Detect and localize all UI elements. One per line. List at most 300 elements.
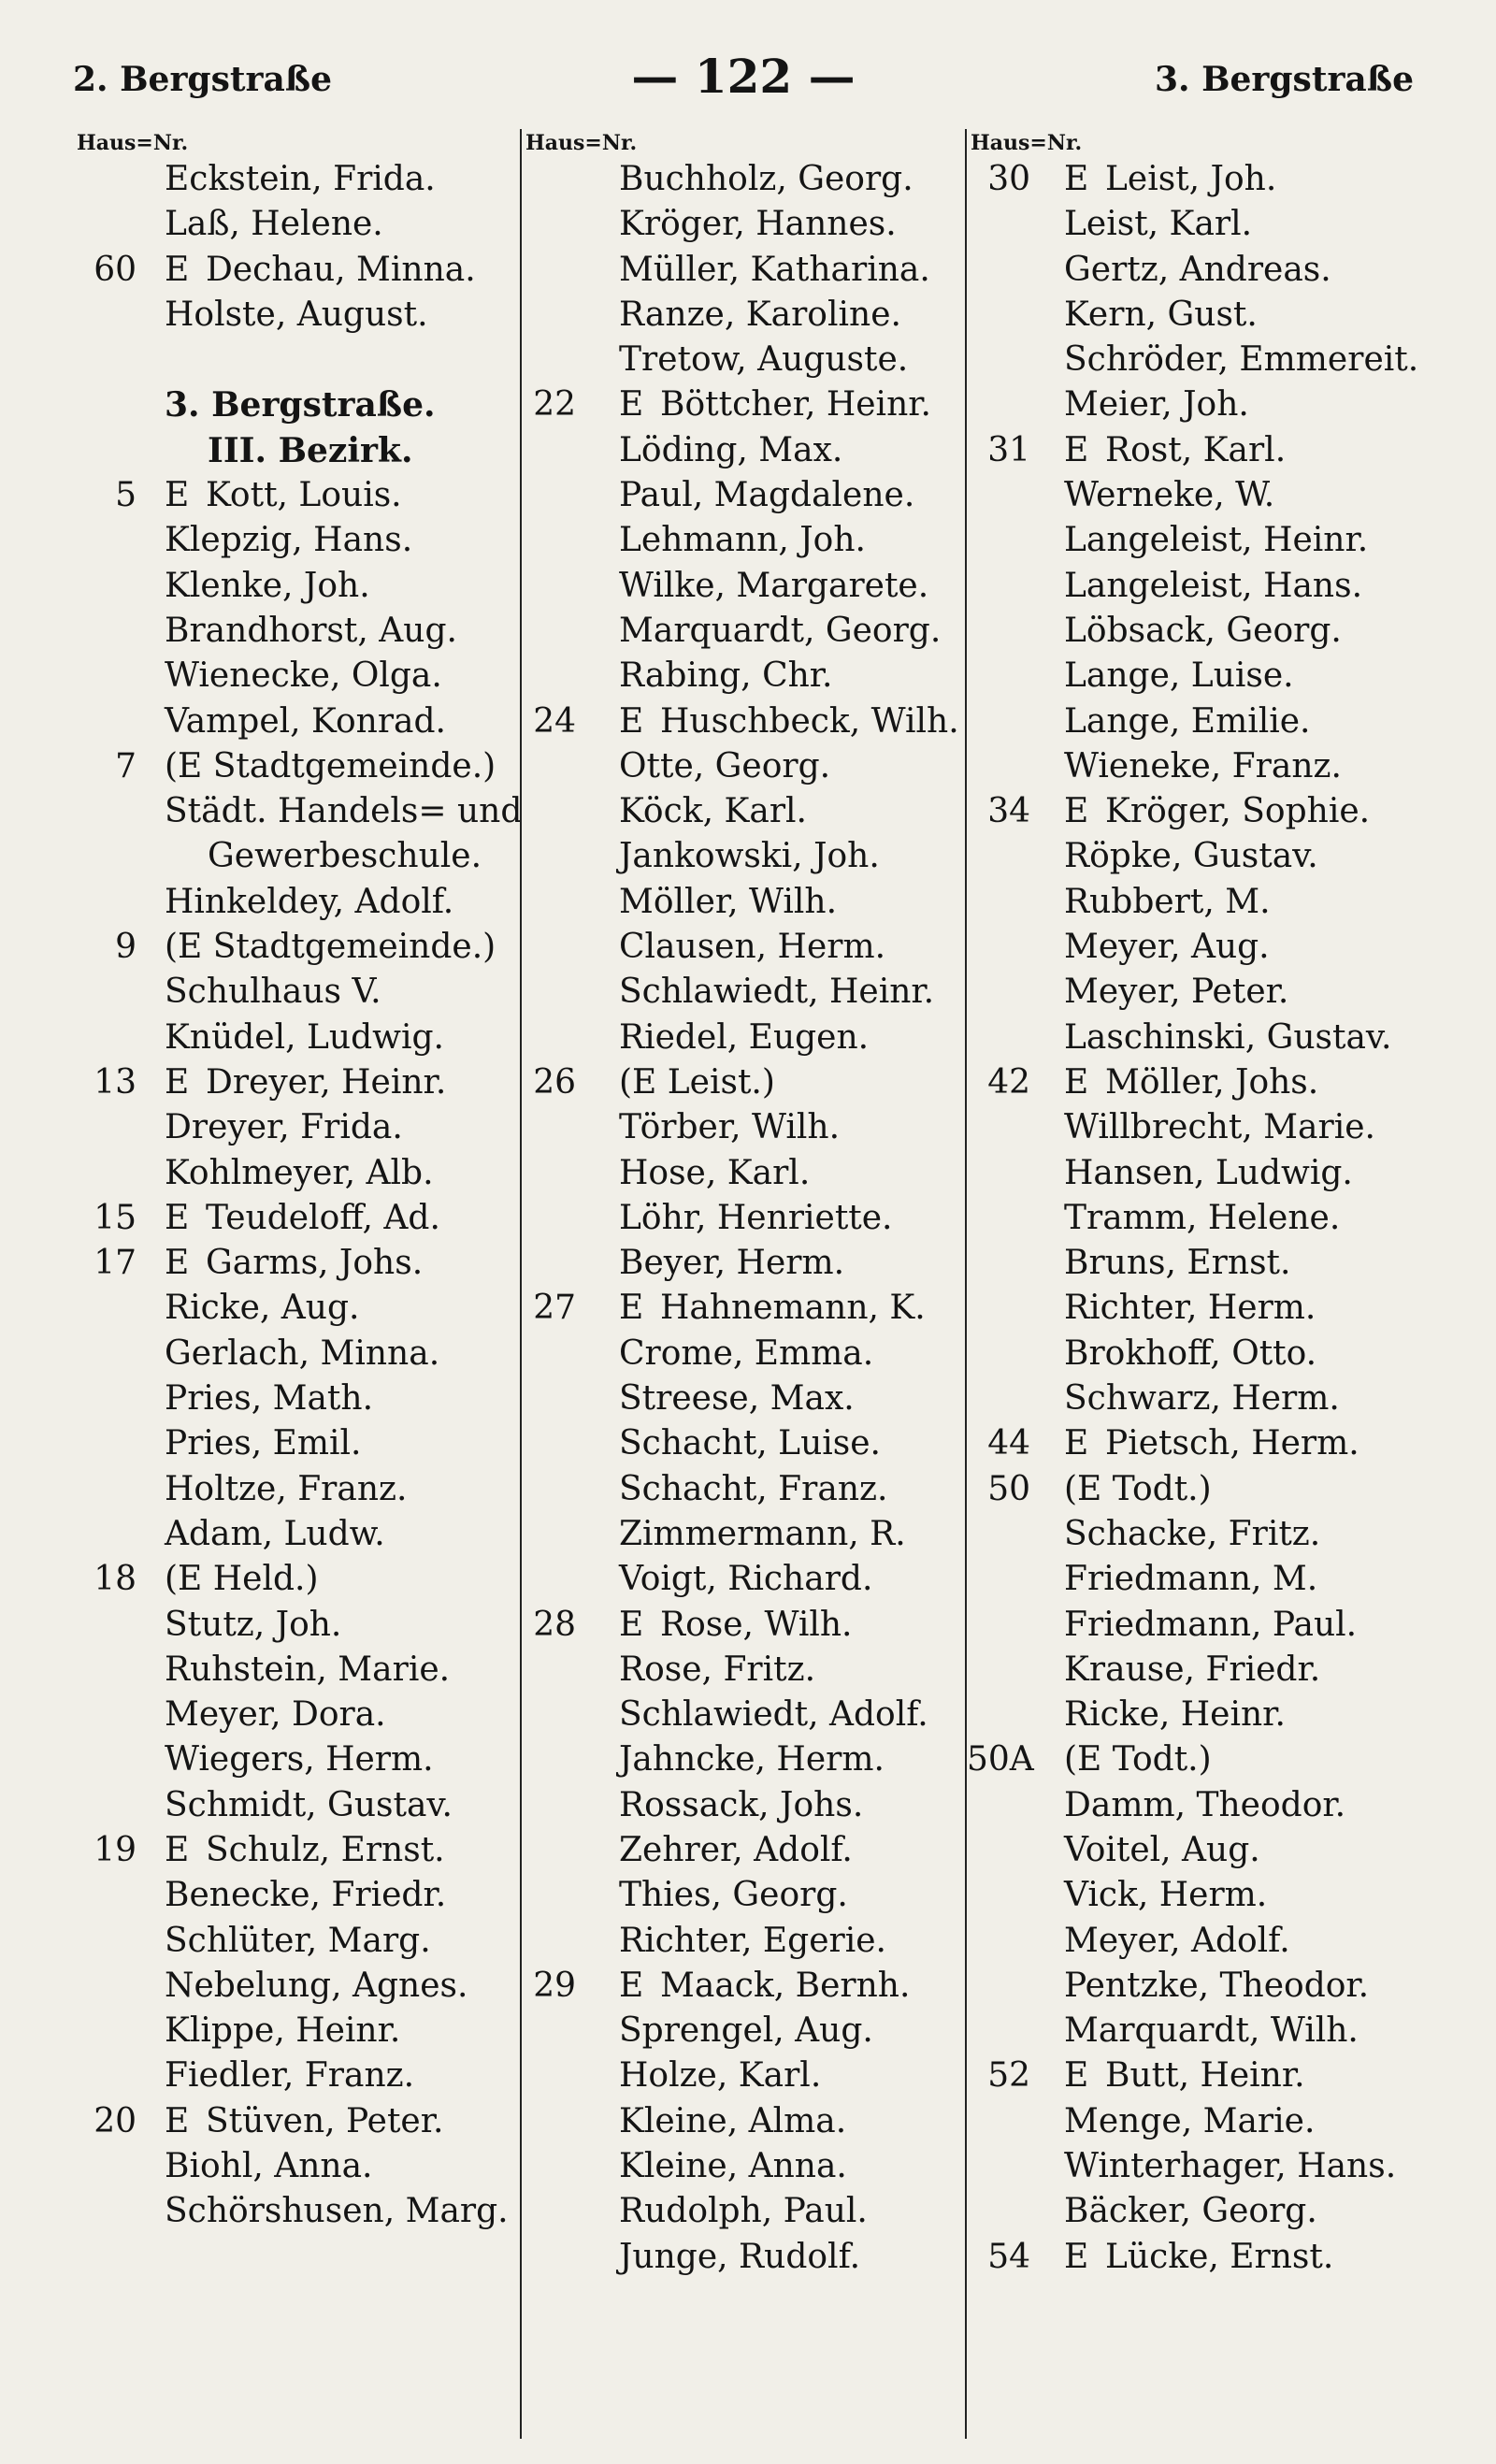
owner-marker: E (1064, 1062, 1089, 1102)
resident-name: Eckstein, Frida. (165, 160, 436, 198)
owner-marker: E (1064, 1424, 1089, 1463)
list-item (967, 970, 1434, 1015)
list-item (967, 1105, 1434, 1150)
resident-name: (E Held.) (165, 1560, 319, 1599)
house-number: 54 (987, 2237, 1030, 2276)
resident-name: Zehrer, Adolf. (619, 1830, 853, 1869)
list-item (522, 1151, 963, 1196)
resident-name: Vick, Herm. (1064, 1876, 1268, 1915)
list-item (73, 1919, 512, 1964)
list-item (967, 1603, 1434, 1648)
list-item (522, 1783, 963, 1828)
list-item (73, 789, 523, 834)
list-item (522, 970, 963, 1015)
house-number: 15 (94, 1198, 137, 1237)
list-item (73, 1737, 512, 1782)
resident-name: Langeleist, Heinr. (1064, 521, 1369, 560)
resident-name: Zimmermann, R. (619, 1514, 906, 1553)
house-number-label: Haus=Nr. (525, 131, 638, 155)
house-number: 27 (533, 1289, 576, 1328)
resident-name: Hose, Karl. (619, 1153, 811, 1192)
resident-name: Schulz, Ernst. (206, 1830, 445, 1869)
house-number: 7 (115, 746, 137, 785)
resident-name: Löbsack, Georg. (1064, 611, 1342, 650)
list-item (967, 609, 1434, 654)
resident-name: Paul, Magdalene. (619, 476, 915, 515)
list-item (522, 1016, 963, 1060)
list-item (522, 744, 963, 789)
list-item (967, 2009, 1434, 2053)
resident-name: (E Stadtgemeinde.) (165, 746, 496, 785)
list-item (967, 1286, 1434, 1331)
owner-marker: E (165, 1198, 190, 1237)
resident-name: Voitel, Aug. (1064, 1830, 1260, 1869)
list-item (967, 744, 1434, 789)
resident-name: Dreyer, Frida. (165, 1108, 403, 1147)
resident-name: Butt, Heinr. (1105, 2056, 1305, 2096)
resident-name: Knüdel, Ludwig. (165, 1017, 444, 1057)
house-number: 50 (987, 1469, 1030, 1508)
list-item (73, 1512, 512, 1557)
owner-marker: E (165, 2101, 190, 2140)
list-item (522, 1964, 963, 2009)
resident-name: Teudeloff, Ad. (206, 1198, 440, 1237)
list-item (522, 1693, 963, 1737)
house-number: 19 (94, 1830, 137, 1869)
resident-name: Klepzig, Hans. (165, 521, 413, 560)
entry-list (522, 157, 963, 2280)
resident-name: Kleine, Alma. (619, 2101, 847, 2140)
list-item (73, 248, 512, 293)
owner-marker: E (1064, 160, 1089, 198)
resident-name: Müller, Katharina. (619, 250, 930, 289)
resident-name: Rose, Fritz. (619, 1650, 816, 1689)
list-item (73, 1105, 512, 1150)
list-item (522, 428, 963, 473)
house-number: 28 (533, 1605, 576, 1644)
list-item (73, 1241, 512, 1286)
resident-name: Gewerbeschule. (208, 837, 482, 876)
resident-name: Tretow, Auguste. (619, 340, 909, 380)
list-item (73, 2189, 512, 2234)
owner-marker: E (165, 1830, 190, 1869)
list-item (73, 609, 512, 654)
resident-name: Dechau, Minna. (206, 250, 476, 289)
resident-name: Friedmann, M. (1064, 1560, 1318, 1599)
list-item (522, 1557, 963, 1602)
list-item (522, 338, 963, 382)
resident-name: Klippe, Heinr. (165, 2011, 401, 2051)
resident-name: Meyer, Aug. (1064, 928, 1270, 967)
resident-name: (E Stadtgemeinde.) (165, 928, 496, 967)
resident-name: Thies, Georg. (619, 1876, 848, 1915)
list-item (522, 518, 963, 563)
owner-marker: E (1064, 430, 1089, 469)
resident-name: Kröger, Sophie. (1105, 792, 1371, 831)
entry-list (73, 157, 523, 2235)
resident-name: Stüven, Peter. (206, 2101, 444, 2140)
column-2 (520, 129, 963, 2439)
list-item (967, 1919, 1434, 1964)
list-item (967, 1016, 1434, 1060)
list-item (522, 1919, 963, 1964)
resident-name: Damm, Theodor. (1064, 1785, 1346, 1824)
house-number: 9 (115, 928, 137, 967)
list-item (522, 925, 963, 970)
resident-name: (E Todt.) (1064, 1469, 1212, 1508)
list-item (73, 1693, 512, 1737)
house-number-label: Haus=Nr. (77, 131, 189, 155)
list-item (967, 1693, 1434, 1737)
list-item (522, 654, 963, 699)
resident-name: (E Leist.) (619, 1062, 775, 1102)
house-number: 60 (94, 250, 137, 289)
list-item (967, 1737, 1434, 1782)
resident-name: Lange, Emilie. (1064, 701, 1311, 741)
resident-name: Benecke, Friedr. (165, 1876, 447, 1915)
list-item (522, 382, 963, 427)
owner-marker: E (619, 1289, 644, 1328)
resident-name: Leist, Joh. (1105, 160, 1277, 198)
resident-name: Holste, August. (165, 295, 428, 334)
list-item (967, 1964, 1434, 2009)
list-item (522, 1603, 963, 1648)
list-item (967, 2099, 1434, 2144)
list-item (73, 1016, 512, 1060)
list-item (522, 1828, 963, 1873)
list-item (522, 834, 963, 879)
list-item (967, 1467, 1434, 1512)
house-number-label: Haus=Nr. (971, 131, 1083, 155)
resident-name: Törber, Wilh. (619, 1108, 841, 1147)
resident-name: Köck, Karl. (619, 792, 807, 831)
resident-name: (E Todt.) (1064, 1740, 1212, 1780)
list-item (967, 1376, 1434, 1421)
resident-name: Wieneke, Franz. (1064, 746, 1342, 785)
resident-name: Laschinski, Gustav. (1064, 1017, 1392, 1057)
list-item (522, 293, 963, 338)
list-item (967, 564, 1434, 609)
owner-marker: E (619, 385, 644, 425)
list-item (73, 2053, 512, 2098)
list-item (967, 1196, 1434, 1241)
list-item (967, 2235, 1434, 2280)
resident-name: Friedmann, Paul. (1064, 1605, 1358, 1644)
resident-name: Sprengel, Aug. (619, 2011, 873, 2051)
resident-name: Menge, Marie. (1064, 2101, 1316, 2140)
resident-name: Wiegers, Herm. (165, 1740, 434, 1780)
list-item (73, 744, 512, 789)
resident-name: Winterhager, Hans. (1064, 2147, 1397, 2186)
resident-name: Brokhoff, Otto. (1064, 1333, 1317, 1373)
resident-name: Ricke, Aug. (165, 1289, 360, 1328)
list-item (967, 202, 1434, 247)
resident-name: Hinkeldey, Adolf. (165, 882, 454, 921)
resident-name: Klenke, Joh. (165, 566, 370, 605)
resident-name: Rubbert, M. (1064, 882, 1271, 921)
list-item (73, 1196, 512, 1241)
list-item (73, 1557, 512, 1602)
resident-name: Lange, Luise. (1064, 656, 1294, 696)
entry-list (967, 157, 1434, 2280)
house-number: 24 (533, 701, 576, 741)
owner-marker: E (1064, 2237, 1089, 2276)
resident-name: Möller, Johs. (1105, 1062, 1319, 1102)
resident-name: Schulhaus V. (165, 973, 381, 1012)
list-item (73, 1332, 512, 1376)
resident-name: Möller, Wilh. (619, 882, 838, 921)
list-item (967, 338, 1434, 382)
house-number: 17 (94, 1244, 137, 1283)
list-item (522, 699, 963, 744)
resident-name: Ranze, Karoline. (619, 295, 901, 334)
list-item (967, 2144, 1434, 2189)
column-3 (965, 129, 1434, 2439)
resident-name: Pentzke, Theodor. (1064, 1966, 1370, 2005)
list-item (522, 789, 963, 834)
resident-name: Leist, Karl. (1064, 205, 1253, 244)
resident-name: Riedel, Eugen. (619, 1017, 870, 1057)
list-item (73, 970, 512, 1015)
resident-name: Meyer, Peter. (1064, 973, 1289, 1012)
list-item (967, 2053, 1434, 2098)
header-left-street: 2. Bergstraße (73, 60, 333, 99)
list-item (522, 1060, 963, 1105)
resident-name: Rossack, Johs. (619, 1785, 864, 1824)
list-item (522, 1512, 963, 1557)
list-item (522, 2009, 963, 2053)
list-item (73, 834, 512, 879)
resident-name: Clausen, Herm. (619, 928, 886, 967)
owner-marker: E (165, 250, 190, 289)
resident-name: Voigt, Richard. (619, 1560, 873, 1599)
list-item (967, 925, 1434, 970)
list-item (967, 1648, 1434, 1693)
resident-name: Laß, Helene. (165, 205, 383, 244)
house-number: 31 (987, 430, 1030, 469)
list-item (967, 699, 1434, 744)
street-heading (73, 382, 512, 427)
resident-name: Rose, Wilh. (660, 1605, 853, 1644)
resident-name: Richter, Herm. (1064, 1289, 1316, 1328)
house-number: 50A (967, 1740, 1034, 1780)
list-item (522, 1467, 963, 1512)
list-item (522, 248, 963, 293)
list-item (522, 1286, 963, 1331)
list-item (73, 1376, 512, 1421)
list-item (73, 1783, 512, 1828)
list-item (73, 880, 512, 925)
resident-name: Holze, Karl. (619, 2056, 822, 2096)
list-item (522, 564, 963, 609)
list-item (73, 1828, 512, 1873)
list-item (967, 1060, 1434, 1105)
resident-name: Crome, Emma. (619, 1333, 874, 1373)
list-item (967, 834, 1434, 879)
list-item (522, 1196, 963, 1241)
list-item (73, 157, 512, 202)
list-item (522, 1421, 963, 1466)
list-item (73, 564, 512, 609)
resident-name: Streese, Max. (619, 1379, 855, 1419)
resident-name: Adam, Ludw. (165, 1514, 385, 1553)
resident-name: Lehmann, Joh. (619, 521, 866, 560)
resident-name: Willbrecht, Marie. (1064, 1108, 1375, 1147)
list-item (967, 1828, 1434, 1873)
resident-name: Huschbeck, Wilh. (660, 701, 959, 741)
list-item (967, 473, 1434, 518)
resident-name: Vampel, Konrad. (165, 701, 446, 741)
house-number: 29 (533, 1966, 576, 2005)
list-item (522, 1376, 963, 1421)
owner-marker: E (165, 1062, 190, 1102)
resident-name: Gertz, Andreas. (1064, 250, 1331, 289)
resident-name: Meyer, Dora. (165, 1695, 386, 1735)
resident-name: Junge, Rudolf. (619, 2237, 861, 2276)
resident-name: Schlawiedt, Heinr. (619, 973, 935, 1012)
list-item (73, 925, 512, 970)
resident-name: Röpke, Gustav. (1064, 837, 1318, 876)
resident-name: Jahncke, Herm. (619, 1740, 885, 1780)
resident-name: Jankowski, Joh. (619, 837, 880, 876)
list-item (522, 2235, 963, 2280)
list-item (522, 2053, 963, 2098)
spacer (73, 338, 512, 382)
resident-name: Ruhstein, Marie. (165, 1650, 451, 1689)
resident-name: Schmidt, Gustav. (165, 1785, 453, 1824)
list-item (522, 1737, 963, 1782)
list-item (522, 1241, 963, 1286)
resident-name: Ricke, Heinr. (1064, 1695, 1286, 1735)
house-number: 42 (987, 1062, 1030, 1102)
owner-marker: E (165, 476, 190, 515)
resident-name: Wienecke, Olga. (165, 656, 442, 696)
resident-name: Kern, Gust. (1064, 295, 1258, 334)
list-item (73, 1873, 512, 1918)
list-item (522, 1332, 963, 1376)
list-item (522, 157, 963, 202)
list-item (967, 248, 1434, 293)
resident-name: Kröger, Hannes. (619, 205, 897, 244)
resident-name: Marquardt, Wilh. (1064, 2011, 1359, 2051)
list-item (522, 2144, 963, 2189)
list-item (967, 1332, 1434, 1376)
resident-name: Löhr, Henriette. (619, 1198, 893, 1237)
list-item (522, 1105, 963, 1150)
resident-name: Otte, Georg. (619, 746, 831, 785)
house-number: 13 (94, 1062, 137, 1102)
owner-marker: E (165, 1244, 190, 1283)
list-item (967, 157, 1434, 202)
list-item (522, 2099, 963, 2144)
house-number: 18 (94, 1560, 137, 1599)
house-number: 22 (533, 385, 576, 425)
list-item (967, 382, 1434, 427)
resident-name: Schlüter, Marg. (165, 1921, 431, 1960)
page-number: — 122 — (631, 49, 856, 104)
resident-name: Schacht, Franz. (619, 1469, 888, 1508)
list-item (73, 202, 512, 247)
house-number: 52 (987, 2056, 1030, 2096)
list-item (522, 1648, 963, 1693)
resident-name: Marquardt, Georg. (619, 611, 942, 650)
resident-name: Holtze, Franz. (165, 1469, 408, 1508)
resident-name: Beyer, Herm. (619, 1244, 845, 1283)
list-item (73, 1467, 512, 1512)
owner-marker: E (619, 1966, 644, 2005)
resident-name: Städt. Handels= und (165, 792, 523, 831)
resident-name: Schröder, Emmereit. (1064, 340, 1419, 380)
owner-marker: E (1064, 2056, 1089, 2096)
resident-name: Gerlach, Minna. (165, 1333, 440, 1373)
house-number: 5 (115, 476, 137, 515)
list-item (967, 1783, 1434, 1828)
house-number: 34 (987, 792, 1030, 831)
list-item (967, 518, 1434, 563)
resident-name: Bäcker, Georg. (1064, 2192, 1317, 2231)
resident-name: Tramm, Helene. (1064, 1198, 1341, 1237)
list-item (522, 202, 963, 247)
resident-name: Schlawiedt, Adolf. (619, 1695, 928, 1735)
list-item (73, 1060, 512, 1105)
street-heading (73, 428, 512, 473)
owner-marker: E (619, 701, 644, 741)
resident-name: Lücke, Ernst. (1105, 2237, 1334, 2276)
list-item (73, 1286, 512, 1331)
list-item (967, 428, 1434, 473)
resident-name: Pries, Math. (165, 1379, 374, 1419)
list-item (73, 1603, 512, 1648)
owner-marker: E (619, 1605, 644, 1644)
list-item (522, 609, 963, 654)
resident-name: Buchholz, Georg. (619, 160, 913, 198)
resident-name: Kleine, Anna. (619, 2147, 847, 2186)
owner-marker: E (1064, 792, 1089, 831)
list-item (967, 654, 1434, 699)
resident-name: Brandhorst, Aug. (165, 611, 457, 650)
list-item (73, 699, 512, 744)
resident-name: Langeleist, Hans. (1064, 566, 1363, 605)
resident-name: Dreyer, Heinr. (206, 1062, 447, 1102)
resident-name: Schacke, Fritz. (1064, 1514, 1321, 1553)
list-item (967, 789, 1434, 834)
resident-name: Pries, Emil. (165, 1424, 362, 1463)
resident-name: Rudolph, Paul. (619, 2192, 868, 2231)
running-head (73, 49, 1414, 105)
list-item (522, 473, 963, 518)
list-item (73, 2009, 512, 2053)
house-number: 20 (94, 2101, 137, 2140)
resident-name: Kott, Louis. (206, 476, 402, 515)
list-item (73, 518, 512, 563)
resident-name: Böttcher, Heinr. (660, 385, 931, 425)
house-number: 26 (533, 1062, 576, 1102)
resident-name: Schörshusen, Marg. (165, 2192, 509, 2231)
list-item (73, 1964, 512, 2009)
list-item (73, 654, 512, 699)
resident-name: Krause, Friedr. (1064, 1650, 1321, 1689)
resident-name: Maack, Bernh. (660, 1966, 911, 2005)
resident-name: Meier, Joh. (1064, 385, 1249, 425)
list-item (73, 473, 512, 518)
list-item (967, 1512, 1434, 1557)
resident-name: Meyer, Adolf. (1064, 1921, 1290, 1960)
resident-name: Rabing, Chr. (619, 656, 833, 696)
resident-name: Schacht, Luise. (619, 1424, 882, 1463)
resident-name: Garms, Johs. (206, 1244, 424, 1283)
list-item (522, 2189, 963, 2234)
resident-name: Fiedler, Franz. (165, 2056, 415, 2096)
